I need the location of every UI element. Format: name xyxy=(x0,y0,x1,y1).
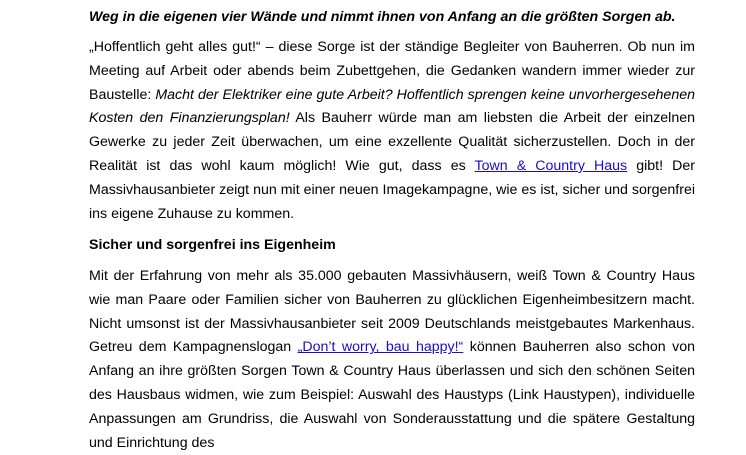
intro-line: Weg in die eigenen vier Wände und nimmt ihnen von Anfang an die größten Sorgen ab. xyxy=(89,9,676,25)
section-heading: Sicher und sorgenfrei ins Eigenheim xyxy=(89,237,336,253)
paragraph-hoffentlich xyxy=(89,36,695,226)
paragraph-text: „Hoffentlich geht alles gut!“ – diese Sorge ist der ständige Begleiter von Bauherren. Ob nun im Meeting auf Arbeit oder abends beim Zubettgehen, die Gedanken wandern immer wieder zur Baustelle: xyxy=(89,39,695,103)
paragraph-italic-text: Macht der Elektriker eine gute Arbeit? Hoffentlich sprengen keine unvorhergesehenen Kosten den Finanzierungsplan! xyxy=(89,86,695,127)
paragraph-text: gibt! Der Massivhausanbieter zeigt nun mit einer neuen Imagekampagne, wie es ist, sicher und sorgenfrei ins eigene Zuhause zu kommen. xyxy=(89,157,696,222)
paragraph-text: Als Bauherr würde man am liebsten die Arbeit der einzelnen Gewerke zu jeder Zeit überwachen, um eine exzellente Qualität sicherzustellen. Doch in der Realität ist das wohl kaum möglich! Wie gut, dass es xyxy=(89,110,696,174)
town-country-haus-link[interactable]: Town & Country Haus xyxy=(474,157,628,174)
paragraph-text: können Bauherren also schon von Anfang an ihre größten Sorgen Town & Country Haus überlassen und sich den schönen Seiten des Hausbaus widmen, wie zum Beispiel: Auswahl des Haustyps (Link Haustypen), individuelle Anpassungen am Grundriss, die Auswahl von Sonderausstattung und die spätere Gestaltung und Einrichtung des xyxy=(89,339,696,451)
paragraph-text: Mit der Erfahrung von mehr als 35.000 gebauten Massivhäusern, weiß Town & Country Haus wie man Paare oder Familien sicher von Bauherren zu glücklichen Eigenheimbesitzern macht. Nicht umsonst ist der Massivhausanbieter seit 2009 Deutschlands meistgebautes Markenhaus. Getreu dem Kampagnenslogan xyxy=(89,268,695,356)
paragraph-erfahrung xyxy=(89,265,695,455)
campaign-slogan-link[interactable]: „Don’t worry, bau happy!“ xyxy=(297,339,464,356)
